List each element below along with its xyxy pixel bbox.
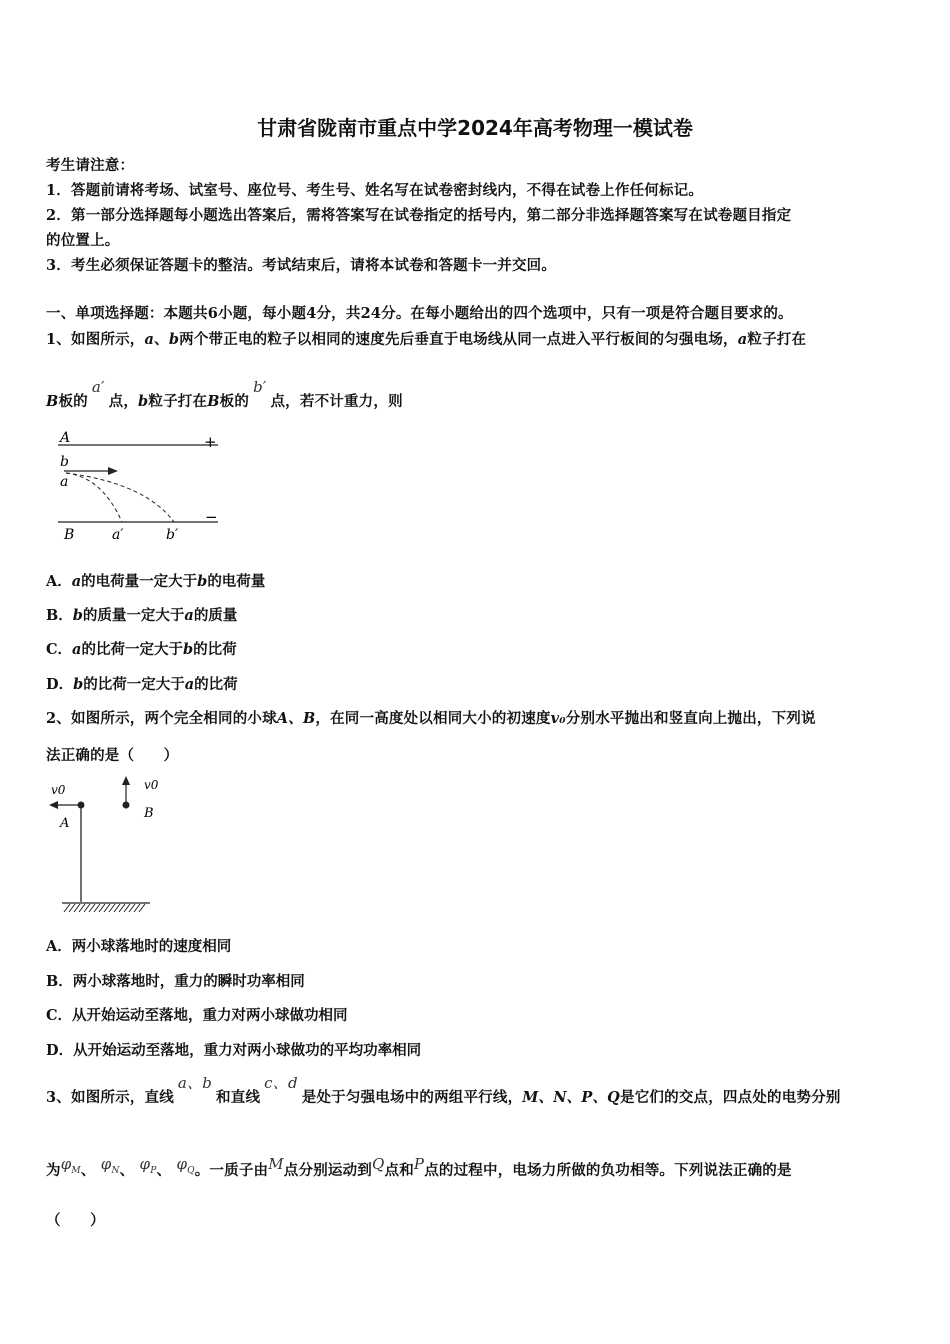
v0-label-left: v0 [51, 783, 66, 797]
q2-line1: 2、如图所示，两个完全相同的小球A、B，在同一高度处以相同大小的初速度v₀分别水平抛出和竖直向上抛出，下列说 [46, 710, 816, 727]
plate-a-label: A [60, 430, 71, 446]
a-label: a [60, 474, 69, 490]
phi-q-symbol: $\varphi_Q$ [176, 1155, 195, 1176]
phi-m-symbol: $\varphi_M$ [60, 1155, 81, 1176]
q2-figure-two-balls [48, 772, 168, 922]
ball-a-label: A [60, 816, 70, 831]
q1-option-a[interactable]: A．a的电荷量一定大于b的电荷量 [46, 573, 266, 590]
phi-n-symbol: $\varphi_N$ [100, 1155, 120, 1176]
q1-option-b[interactable]: B．b的质量一定大于a的质量 [46, 607, 238, 624]
point-q-symbol: Q [372, 1155, 385, 1173]
notice-item-2-cont: 的位置上。 [46, 232, 120, 249]
a-prime-symbol: a′ [91, 378, 105, 396]
v0-label-right: v0 [144, 778, 159, 792]
q1-line1: 1、如图所示，a、b两个带正电的粒子以相同的速度先后垂直于电场线从同一点进入平行板间的匀强电场，a粒子打在 [46, 331, 807, 348]
q1-figure-parallel-plates [50, 425, 230, 545]
trajectory-a [66, 473, 122, 522]
ball-b [123, 802, 130, 809]
q2-option-a[interactable]: A．两小球落地时的速度相同 [46, 938, 232, 955]
lines-cd-symbol: c、d [264, 1074, 298, 1092]
plate-b-label: B [64, 527, 75, 543]
notice-item-1: 1．答题前请将考场、试室号、座位号、考生号、姓名写在试卷密封线内，不得在试卷上作任何标记。 [46, 182, 704, 199]
q1-option-d[interactable]: D．b的比荷一定大于a的比荷 [46, 676, 238, 693]
ball-b-label: B [144, 806, 154, 821]
q3-line1: 3、如图所示，直线a、b和直线c、d是处于匀强电场中的两组平行线，M、N、P、Q是它们的交点，四点处的电势分别 [46, 1074, 841, 1106]
q1-option-c[interactable]: C．a的比荷一定大于b的比荷 [46, 641, 237, 658]
notice-heading: 考生请注意： [46, 157, 135, 174]
phi-p-symbol: $\varphi_P$ [139, 1155, 157, 1176]
q1-line2: B板的a′点，b粒子打在B板的b′点，若不计重力，则 [46, 378, 403, 410]
section-heading: 一、单项选择题：本题共6小题，每小题4分，共24分。在每小题给出的四个选项中，只有一项是符合题目要求的。 [46, 305, 793, 322]
a-prime-label: a′ [112, 527, 124, 543]
trajectory-b [66, 473, 174, 522]
notice-item-3: 3．考生必须保证答题卡的整洁。考试结束后，请将本试卷和答题卡一并交回。 [46, 257, 557, 274]
b-label: b [60, 454, 69, 470]
q3-line3: （ ） [46, 1212, 105, 1229]
plus-sign: + [204, 433, 217, 451]
q2-line2: 法正确的是（ ） [46, 747, 179, 764]
q2-option-c[interactable]: C．从开始运动至落地，重力对两小球做功相同 [46, 1007, 348, 1024]
q2-option-b[interactable]: B．两小球落地时，重力的瞬时功率相同 [46, 973, 305, 990]
page-title: 甘肃省陇南市重点中学2024年高考物理一模试卷 [257, 116, 693, 140]
notice-item-2: 2．第一部分选择题每小题选出答案后，需将答案写在试卷指定的括号内，第二部分非选择题答案写在试卷题目指定 [46, 207, 792, 224]
minus-sign: − [205, 508, 218, 526]
point-p-symbol: P [413, 1155, 425, 1173]
ground-hatching [64, 904, 145, 912]
b-prime-symbol: b′ [253, 378, 267, 396]
q3-line2: 为$\varphi_M$、 $\varphi_N$、 $\varphi_P$、 $\varphi_Q$。一质子由M点分别运动到Q点和P点的过程中，电场力所做的负功相等。下列说法正确的是 [46, 1155, 792, 1179]
point-m-symbol: M [268, 1155, 284, 1173]
b-prime-label: b′ [166, 527, 179, 543]
q2-option-d[interactable]: D．从开始运动至落地，重力对两小球做功的平均功率相同 [46, 1042, 422, 1059]
velocity-arrowhead [108, 467, 118, 475]
lines-ab-symbol: a、b [177, 1074, 213, 1092]
